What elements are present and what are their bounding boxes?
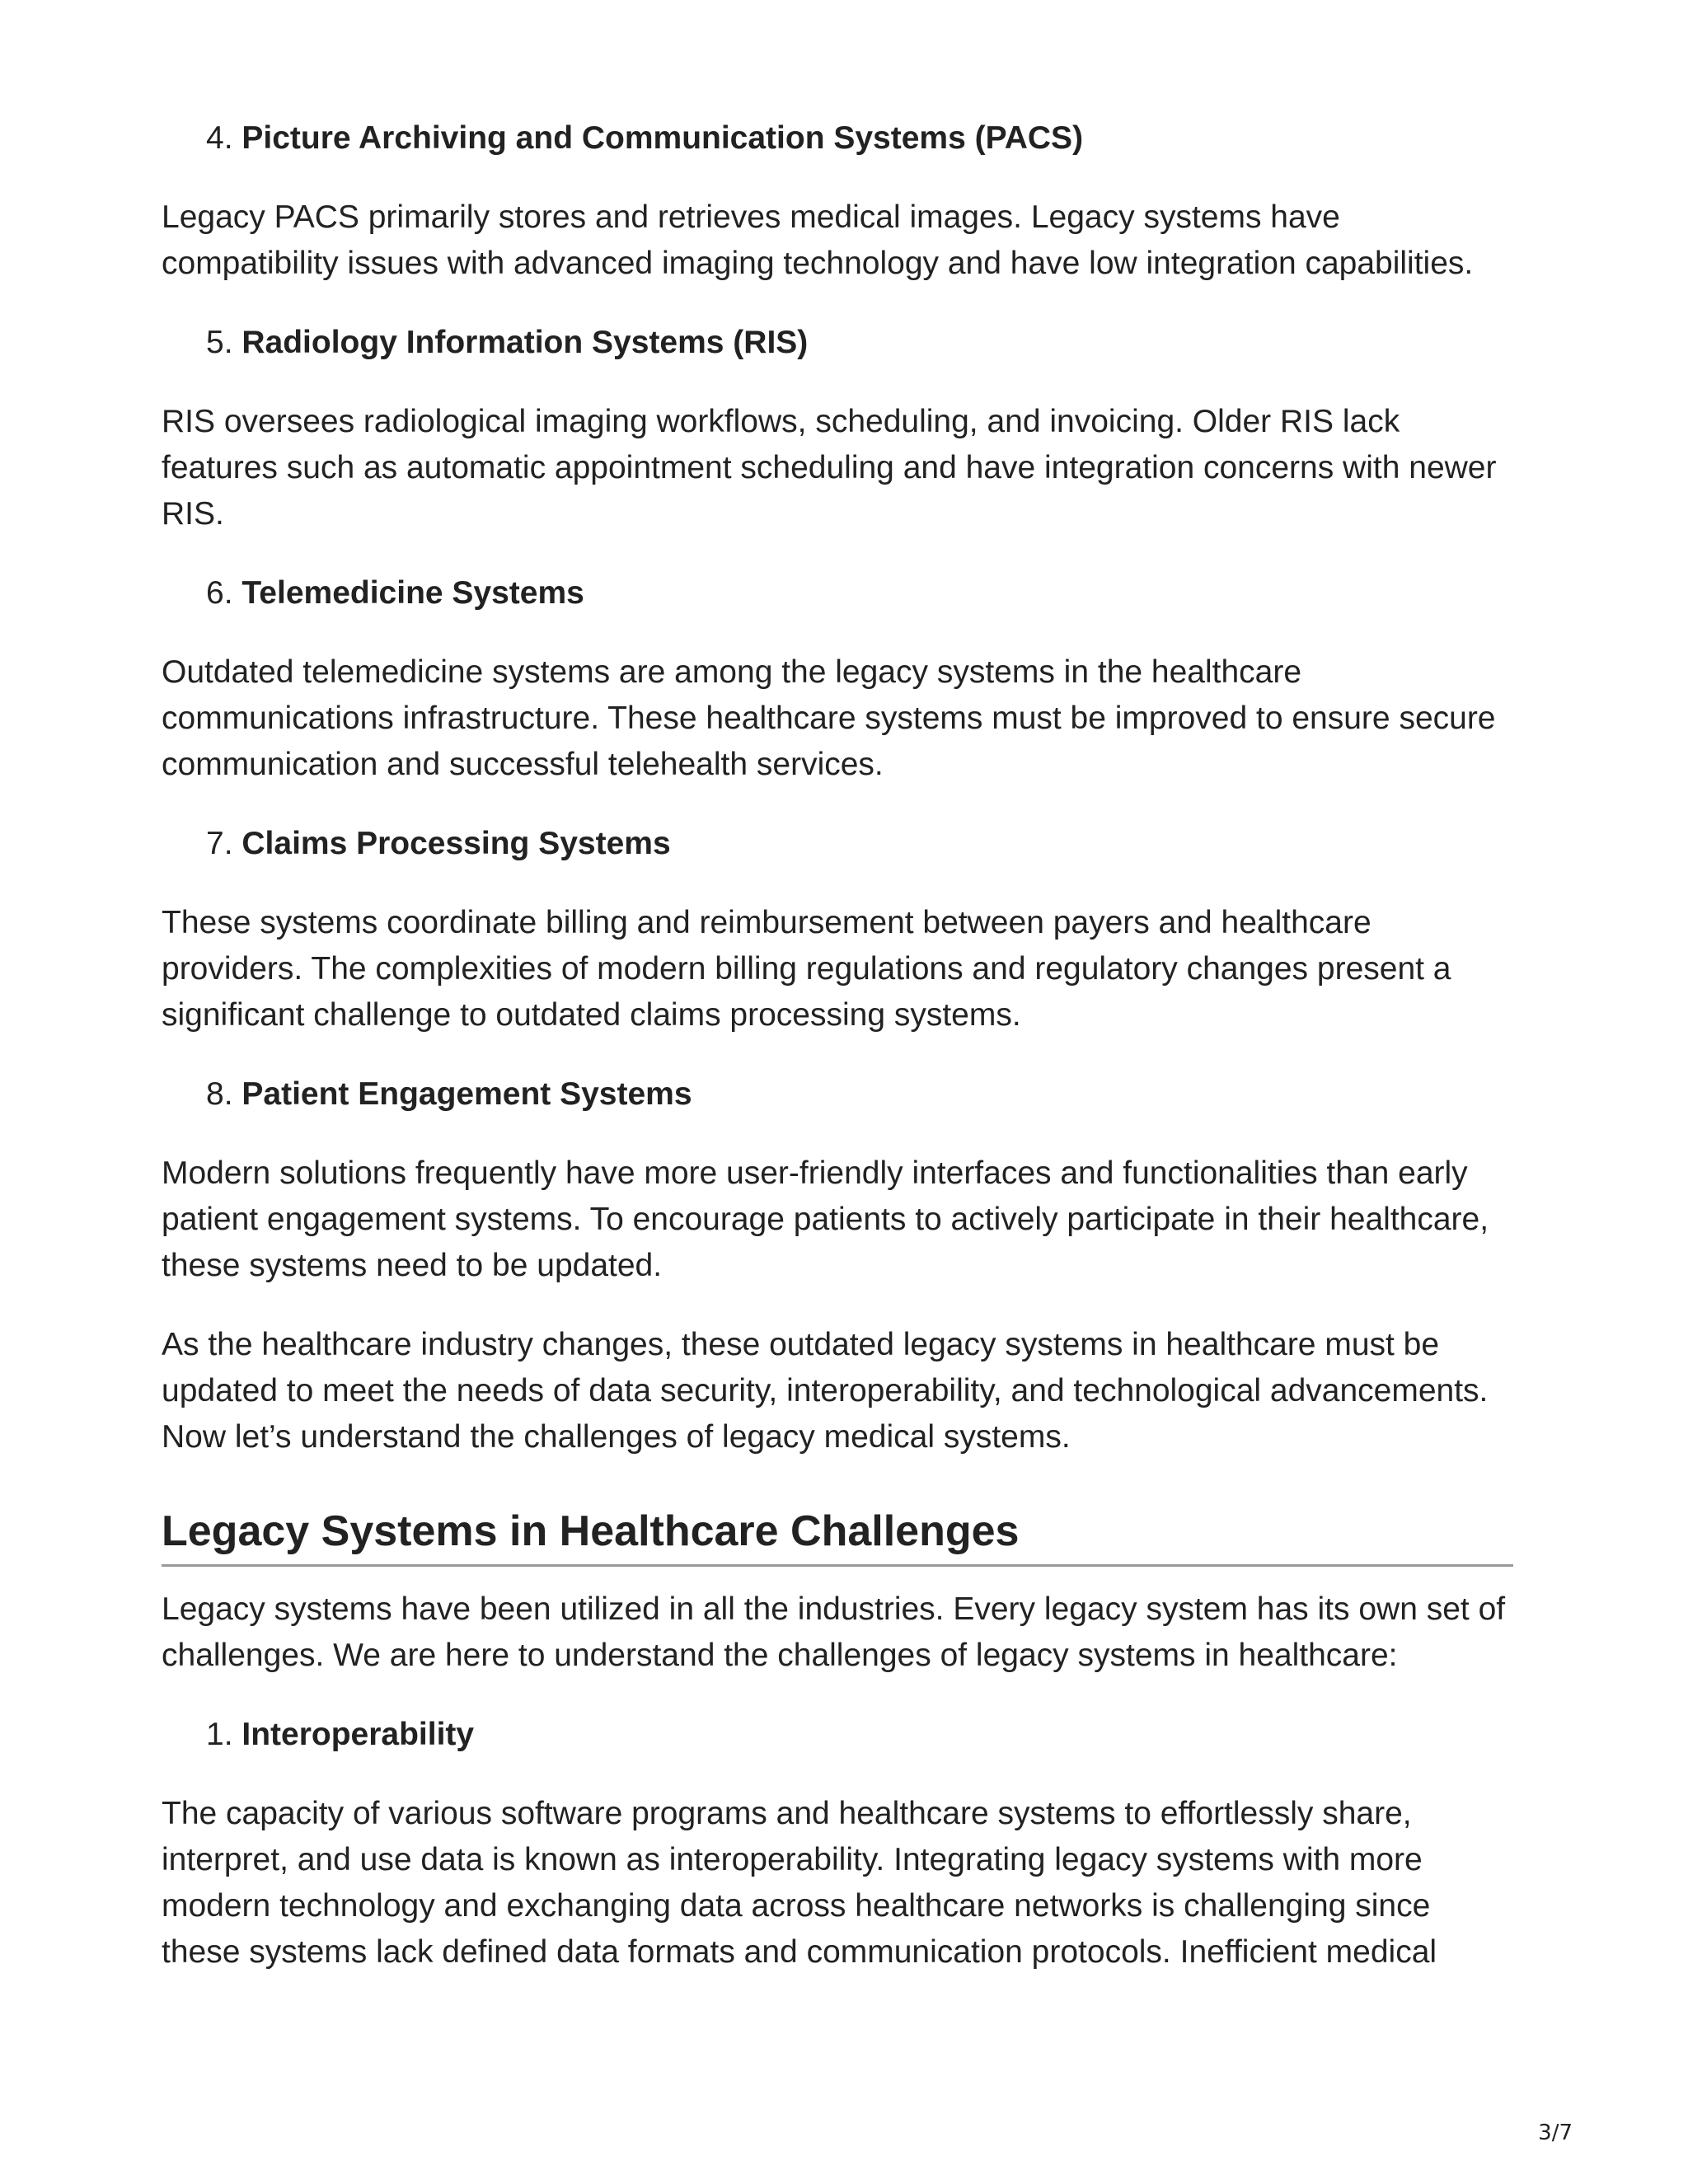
list-title: Picture Archiving and Communication Systems (PACS) [241, 120, 1084, 156]
page-number: 3/7 [1538, 2121, 1573, 2145]
list-heading-pacs [162, 115, 1513, 162]
paragraph-pacs: Legacy PACS primarily stores and retrieves medical images. Legacy systems have compatibility issues with advanced imaging technology and have low integration capabilities. [162, 199, 1474, 281]
list-number: 5. [206, 325, 233, 360]
list-heading-interoperability [162, 1712, 1513, 1758]
list-number: 6. [206, 575, 233, 611]
paragraph-ris: RIS oversees radiological imaging workflows, scheduling, and invoicing. Older RIS lack features such as automatic appointment scheduling and have integration concerns with newer RIS. [162, 404, 1497, 532]
list-heading-patient-engagement [162, 1071, 1513, 1118]
list-heading-claims [162, 821, 1513, 867]
paragraph-interoperability: The capacity of various software programs and healthcare systems to effortlessly share, interpret, and use data is known as interoperability. Integrating legacy systems with more modern technology and exchanging data across healthcare networks is challenging since these systems lack defined data formats and communication protocols. Inefficient medical [162, 1796, 1437, 1970]
section-intro: Legacy systems have been utilized in all the industries. Every legacy system has its own set of challenges. We are here to understand the challenges of legacy systems in healthcare: [162, 1591, 1506, 1673]
list-number: 8. [206, 1076, 233, 1112]
list-title: Radiology Information Systems (RIS) [241, 325, 809, 360]
list-number: 7. [206, 826, 233, 861]
list-title: Patient Engagement Systems [241, 1076, 692, 1112]
list-number: 4. [206, 120, 233, 156]
document-page [162, 115, 1513, 1975]
section-heading: Legacy Systems in Healthcare Challenges [162, 1505, 1513, 1567]
list-number: 1. [206, 1717, 233, 1752]
paragraph-patient-engagement: Modern solutions frequently have more user-friendly interfaces and functionalities than early patient engagement systems. To encourage patients to actively participate in their healthcare, these systems need to be updated. [162, 1155, 1489, 1283]
paragraph-telemedicine: Outdated telemedicine systems are among the legacy systems in the healthcare communications infrastructure. These healthcare systems must be improved to ensure secure communication and successful telehealth services. [162, 654, 1496, 782]
paragraph-claims: These systems coordinate billing and reimbursement between payers and healthcare providers. The complexities of modern billing regulations and regulatory changes present a significant challenge to outdated claims processing systems. [162, 905, 1451, 1033]
list-title: Claims Processing Systems [241, 826, 671, 861]
list-title: Telemedicine Systems [241, 575, 584, 611]
list-heading-ris [162, 320, 1513, 366]
summary-paragraph: As the healthcare industry changes, these outdated legacy systems in healthcare must be updated to meet the needs of data security, interoperability, and technological advancements. Now let’s understand the challenges of legacy medical systems. [162, 1327, 1489, 1455]
list-heading-telemedicine [162, 570, 1513, 616]
list-title: Interoperability [241, 1717, 475, 1752]
